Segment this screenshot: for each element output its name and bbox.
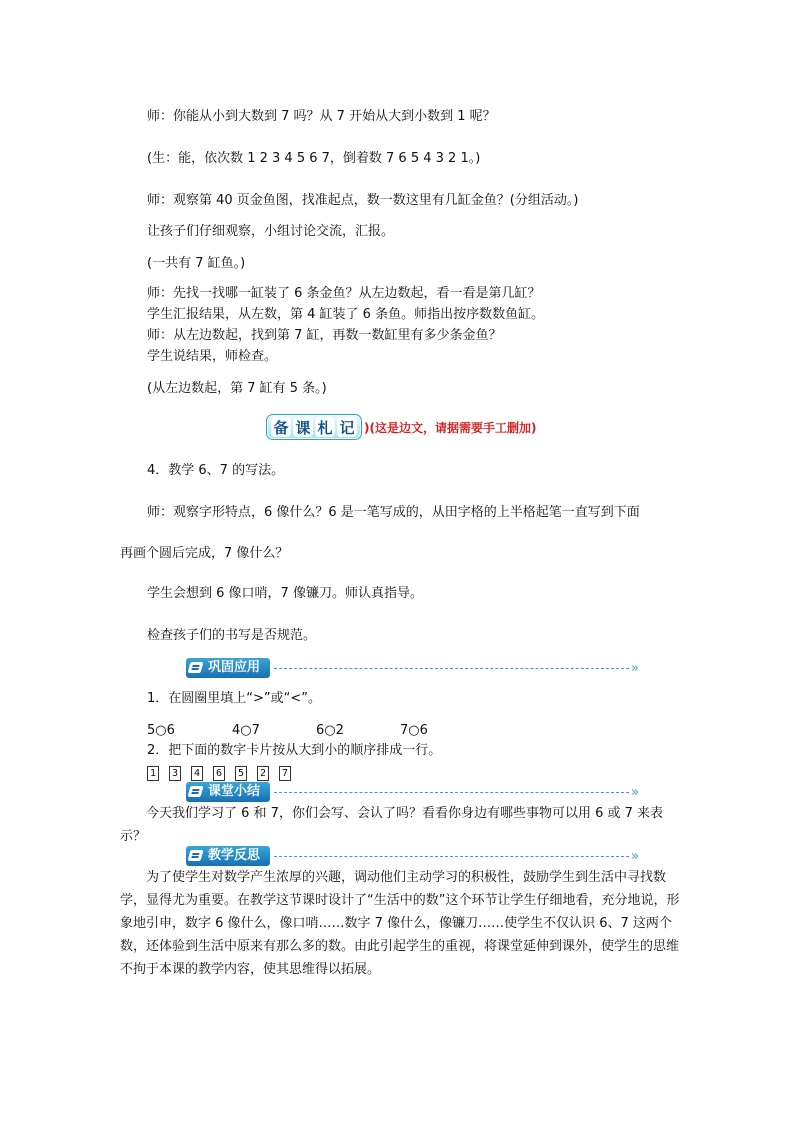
number-card: 7	[279, 766, 291, 781]
number-card: 3	[169, 766, 181, 781]
section-header-reflection	[186, 845, 636, 867]
lesson-notes-badge	[266, 414, 362, 440]
book-icon	[188, 786, 204, 797]
exercise-item: 5○6	[147, 723, 175, 738]
number-card: 6	[213, 766, 225, 781]
double-arrow-icon: »	[631, 660, 636, 676]
exercise-2-prompt: 2．把下面的数字卡片按从大到小的顺序排成一行。	[147, 743, 442, 758]
teaching-writing-heading: 4．教学 6、7 的写法。	[147, 463, 285, 478]
check-writing-line: 检查孩子们的书写是否规范。	[147, 628, 317, 643]
dashed-divider	[274, 856, 629, 857]
book-icon	[188, 662, 204, 673]
note-char: 备	[271, 417, 291, 437]
note-char: 记	[337, 417, 357, 437]
reflection-paragraph	[120, 866, 680, 981]
section-header-summary	[186, 781, 636, 803]
number-card: 1	[147, 766, 159, 781]
summary-paragraph	[120, 802, 680, 848]
teacher-shape-continue: 再画个圆后完成，7 像什么？	[120, 546, 289, 561]
dashed-divider	[274, 792, 629, 793]
summary-text: 今天我们学习了 6 和 7，你们会写、会认了吗？看看你身边有哪些事物可以用 6 或 7 来表示？	[120, 806, 664, 844]
exercise-item: 6○2	[316, 723, 344, 738]
double-arrow-icon: »	[631, 848, 636, 864]
section-tag	[186, 658, 270, 678]
teacher-find-six-fish: 师：先找一找哪一缸装了 6 条金鱼？从左边数起，看一看是第几缸？	[147, 286, 541, 301]
exercise-1-prompt: 1．在圆圈里填上“>”或“<”。	[147, 691, 321, 706]
number-card: 5	[235, 766, 247, 781]
section-tag	[186, 846, 270, 866]
answer-seven-tanks: (一共有 7 缸鱼。)	[147, 256, 246, 271]
section-title: 巩固应用	[208, 660, 261, 675]
note-char: 札	[315, 417, 335, 437]
lesson-notes-banner	[266, 413, 536, 441]
student-result-line: 学生说结果，师检查。	[147, 349, 278, 364]
teacher-observe-goldfish: 师：观察第 40 页金鱼图，找准起点，数一数这里有几缸金鱼？(分组活动。)	[147, 193, 579, 208]
teacher-shape-observe: 师：观察字形特点，6 像什么？6 是一笔写成的，从田字格的上半格起笔一直写到下面	[147, 505, 640, 520]
teacher-seventh-tank: 师：从左边数起，找到第 7 缸，再数一数缸里有多少条金鱼？	[147, 328, 502, 343]
exercise-item: 4○7	[232, 723, 260, 738]
student-answer-count: (生：能，依次数 1 2 3 4 5 6 7，倒着数 7 6 5 4 3 2 1。)	[147, 151, 481, 166]
book-icon	[188, 850, 204, 861]
section-title: 教学反思	[208, 848, 261, 863]
exercise-item: 7○6	[400, 723, 428, 738]
student-report-line: 学生汇报结果，从左数，第 4 缸装了 6 条鱼。师指出按序数数鱼缸。	[147, 307, 545, 322]
number-cards	[147, 766, 291, 781]
dashed-divider	[274, 668, 629, 669]
teacher-question-count: 师：你能从小到大数到 7 吗？从 7 开始从大到小数到 1 呢？	[147, 109, 496, 124]
group-discussion-line: 让孩子们仔细观察，小组讨论交流，汇报。	[147, 224, 395, 239]
number-card: 2	[257, 766, 269, 781]
section-header-consolidate	[186, 657, 636, 679]
reflection-text: 为了使学生对数学产生浓厚的兴趣，调动他们主动学习的积极性，鼓励学生到生活中寻找数学，显得尤为重要。在教学这节课时设计了“生活中的数”这个环节让学生仔细地看，充分地说，形象地引申，数字 6 像什么，像口哨……数字 7 像什么，像镰刀……使学生不仅认识 6、7 这两个数，还体验到生活中原来有那么多的数。由此引起学生的重视，将课堂延伸到课外，使学生的思维不拘于本课的教学内容，使其思维得以拓展。	[120, 870, 680, 977]
number-card: 4	[191, 766, 203, 781]
answer-five-fish: (从左边数起，第 7 缸有 5 条。)	[147, 381, 327, 396]
section-title: 课堂小结	[208, 784, 261, 799]
student-imagine-line: 学生会想到 6 像口哨，7 像镰刀。师认真指导。	[147, 586, 423, 601]
note-char: 课	[293, 417, 313, 437]
section-tag	[186, 782, 270, 802]
double-arrow-icon: »	[631, 784, 636, 800]
margin-text-tip: )(这是边文，请据需要手工删加)	[364, 420, 537, 435]
